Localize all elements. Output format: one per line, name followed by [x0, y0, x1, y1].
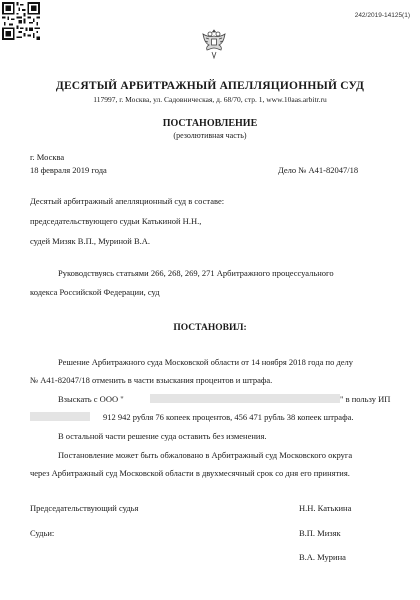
decision-amounts: 912 942 рубля 76 копеек процентов, 456 471 рубль 38 копеек штрафа.	[103, 412, 354, 422]
guided-line: кодекса Российской Федерации, суд	[30, 287, 160, 297]
presiding-name: Н.Н. Катькина	[299, 503, 352, 513]
composition-judges: судей Мизяк В.П., Муриной В.А.	[30, 236, 151, 246]
decision-line: Решение Арбитражного суда Московской области от 14 ноября 2018 года по делу	[58, 357, 354, 367]
case-number: Дело № А41-82047/18	[278, 165, 359, 175]
decision-line: № А41-82047/18 отменить в части взыскания процентов и штрафа.	[30, 375, 273, 385]
redacted-entrepreneur	[30, 412, 90, 421]
document-subtitle: (резолютивная часть)	[173, 131, 247, 140]
decision-line: В остальной части решение суда оставить без изменения.	[58, 431, 267, 441]
court-name: ДЕСЯТЫЙ АРБИТРАЖНЫЙ АПЕЛЛЯЦИОННЫЙ СУД	[55, 80, 365, 92]
decision-recover-suffix: " в пользу ИП	[340, 394, 391, 404]
composition-presiding: председательствующего судьи Катькиной Н.Н.,	[30, 216, 202, 226]
decision-recover-prefix: Взыскать с ООО "	[58, 394, 124, 404]
document-date: 18 февраля 2019 года	[30, 165, 107, 175]
judge-name: В.П. Мизяк	[299, 528, 341, 538]
court-address: 117997, г. Москва, ул. Садовническая, д. 68/70, стр. 1, www.10aas.arbitr.ru	[93, 95, 327, 104]
resolved-heading: ПОСТАНОВИЛ:	[173, 323, 247, 333]
city: г. Москва	[30, 152, 65, 162]
composition-line: Десятый арбитражный апелляционный суд в составе:	[30, 196, 225, 206]
qr-code-icon	[2, 2, 40, 40]
appeal-line: Постановление может быть обжаловано в Арбитражный суд Московского округа	[58, 450, 353, 460]
presiding-label: Председательствующий судья	[30, 503, 139, 513]
judges-label: Судьи:	[30, 528, 55, 538]
guided-line: Руководствуясь статьями 266, 268, 269, 271 Арбитражного процессуального	[58, 268, 334, 278]
russian-emblem-icon	[202, 28, 226, 60]
appeal-line: через Арбитражный суд Московской области в двухмесячный срок со дня его принятия.	[30, 468, 350, 478]
judge-name: В.А. Мурина	[299, 552, 346, 562]
document-number: 242/2019-14125(1)	[354, 12, 410, 19]
document-title: ПОСТАНОВЛЕНИЕ	[162, 118, 258, 129]
redacted-company	[150, 394, 340, 403]
